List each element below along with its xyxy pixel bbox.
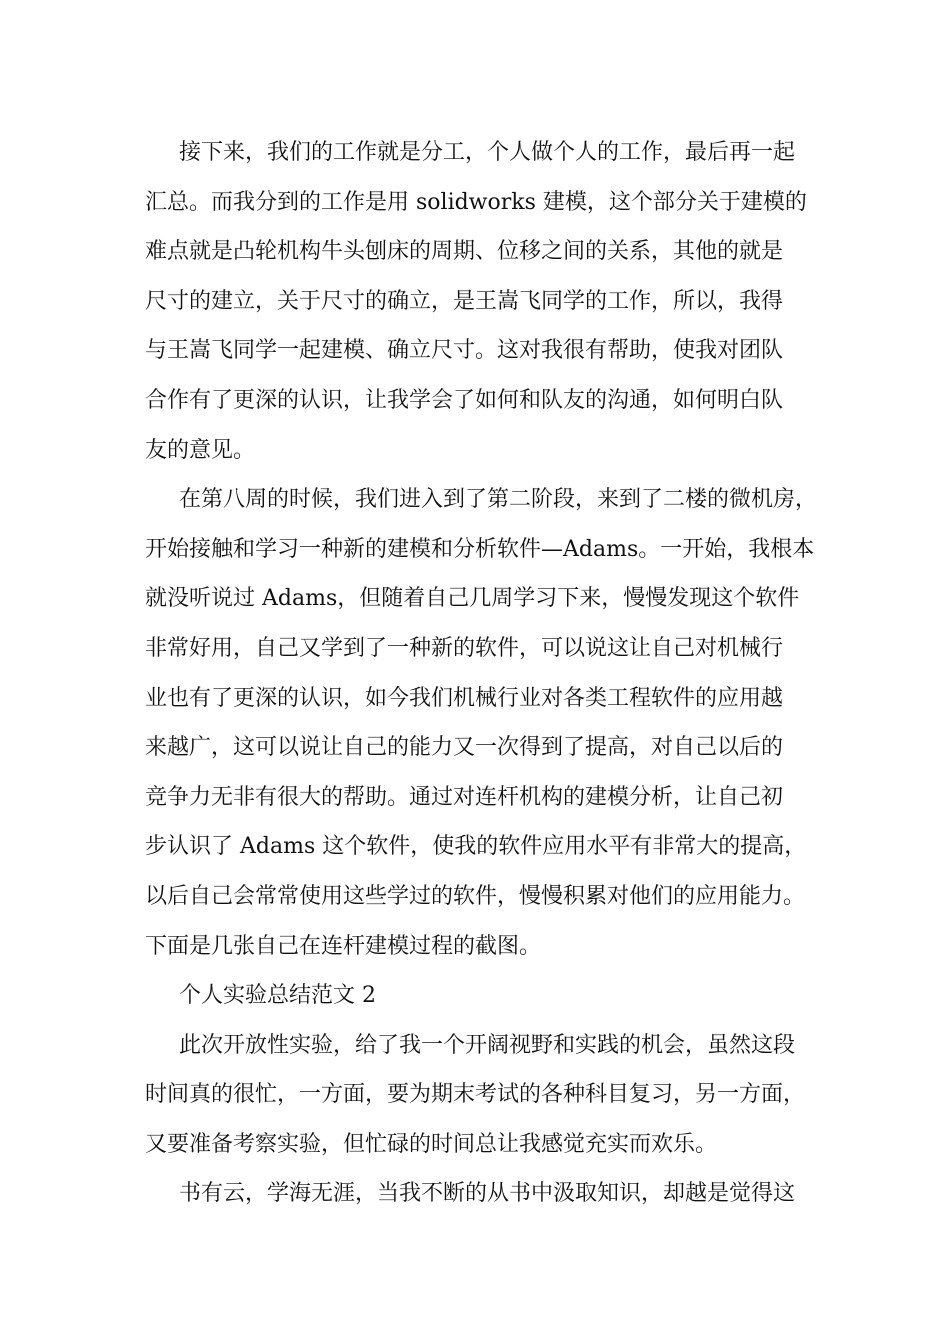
text-line: 开始接触和学习一种新的建模和分析软件—Adams。一开始，我根本 [145, 536, 815, 562]
paragraph-adams-software [145, 475, 825, 971]
text-line: 在第八周的时候，我们进入到了第二阶段，来到了二楼的微机房， [179, 487, 818, 513]
text-line: 合作有了更深的认识，让我学会了如何和队友的沟通，如何明白队 [145, 387, 784, 413]
paragraph-learning [145, 1169, 825, 1219]
text-line: 业也有了更深的认识，如今我们机械行业对各类工程软件的应用越 [145, 685, 784, 711]
paragraph-open-experiment [145, 1021, 825, 1170]
text-line: 又要准备考察实验，但忙碌的时间总让我感觉充实而欢乐。 [145, 1131, 718, 1157]
text-line: 来越广，这可以说让自己的能力又一次得到了提高，对自己以后的 [145, 735, 784, 761]
text-line: 时间真的很忙，一方面，要为期末考试的各种科目复习，另一方面， [145, 1082, 806, 1108]
text-line: 就没听说过 Adams，但随着自己几周学习下来，慢慢发现这个软件 [145, 586, 800, 612]
section-heading: 个人实验总结范文 2 [179, 983, 376, 1009]
text-line: 步认识了 Adams 这个软件，使我的软件应用水平有非常大的提高， [145, 834, 807, 860]
text-line: 与王嵩飞同学一起建模、确立尺寸。这对我很有帮助，使我对团队 [145, 338, 784, 364]
document-page [145, 128, 825, 1219]
text-line: 竞争力无非有很大的帮助。通过对连杆机构的建模分析，让自己初 [145, 784, 784, 810]
text-line: 非常好用，自己又学到了一种新的软件，可以说这让自己对机械行 [145, 635, 784, 661]
paragraph-team-modeling [145, 128, 825, 475]
text-line: 难点就是凸轮机构牛头刨床的周期、位移之间的关系，其他的就是 [145, 239, 784, 265]
text-line: 友的意见。 [145, 437, 256, 463]
text-line: 下面是几张自己在连杆建模过程的截图。 [145, 933, 542, 959]
text-line: 汇总。而我分到的工作是用 solidworks 建模，这个部分关于建模的 [145, 189, 807, 215]
text-line: 尺寸的建立，关于尺寸的确立，是王嵩飞同学的工作，所以，我得 [145, 288, 784, 314]
text-line: 书有云，学海无涯，当我不断的从书中汲取知识，却越是觉得这 [179, 1181, 796, 1207]
text-line: 接下来，我们的工作就是分工，个人做个人的工作，最后再一起 [179, 140, 796, 165]
text-line: 以后自己会常常使用这些学过的软件，慢慢积累对他们的应用能力。 [145, 883, 806, 909]
text-line: 此次开放性实验，给了我一个开阔视野和实践的机会，虽然这段 [179, 1032, 796, 1058]
